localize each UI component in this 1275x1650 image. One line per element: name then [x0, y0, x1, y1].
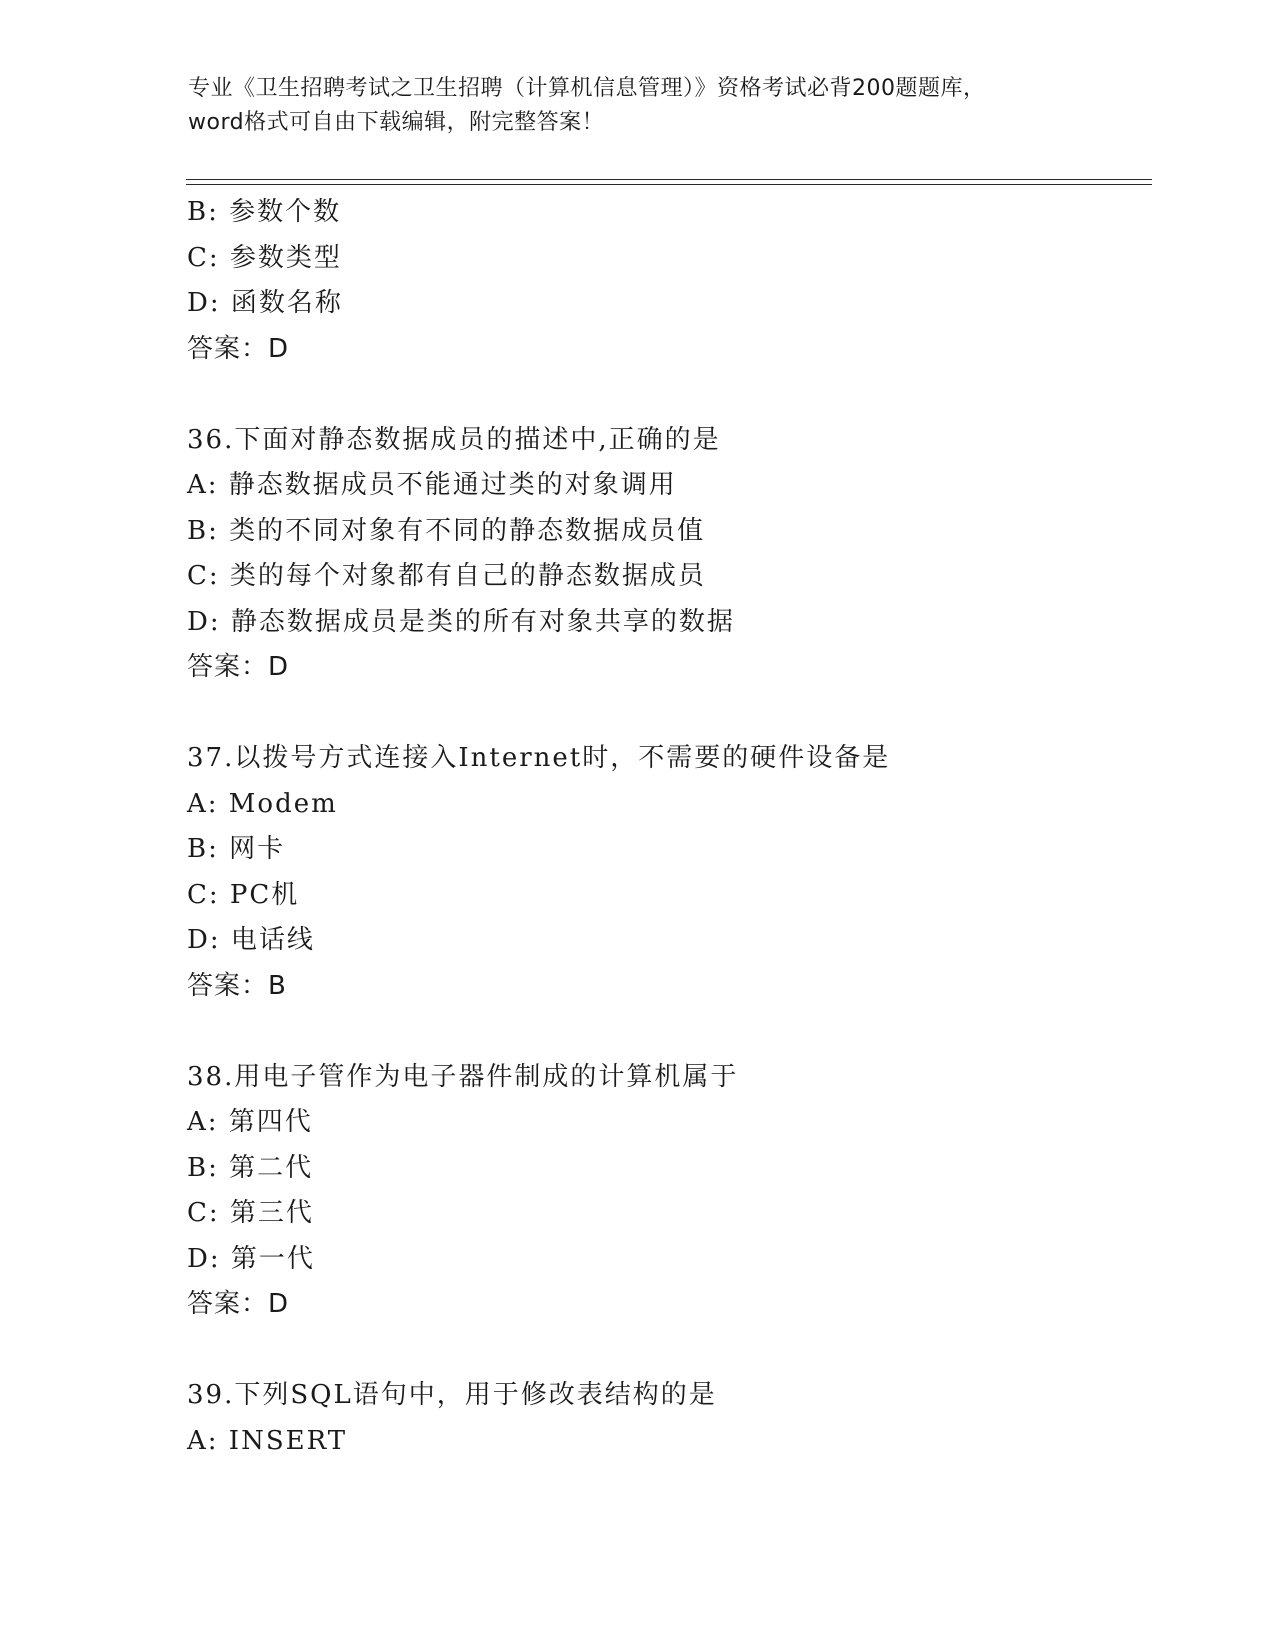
- option-a: A: 静态数据成员不能通过类的对象调用: [187, 470, 677, 500]
- question-stem: 36.下面对静态数据成员的描述中,正确的是: [187, 424, 721, 455]
- option-c: C: PC机: [187, 879, 300, 910]
- answer-line: 答案：D: [187, 333, 290, 364]
- option-c: C: 参数类型: [187, 242, 342, 273]
- answer-line: 答案：D: [187, 652, 290, 682]
- question-stem: 37.以拨号方式连接入Internet时，不需要的硬件设备是: [187, 743, 891, 773]
- spacer: [187, 691, 1147, 737]
- question-38: [187, 1055, 1147, 1328]
- option-b: B: 第二代: [187, 1152, 314, 1183]
- header-line-2: word格式可自由下载编辑，附完整答案！: [188, 110, 605, 135]
- option-a: A: 第四代: [187, 1107, 313, 1137]
- option-d: D: 函数名称: [187, 288, 343, 318]
- question-list: [187, 190, 1147, 1464]
- option-d: D: 静态数据成员是类的所有对象共享的数据: [187, 606, 735, 637]
- option-a: A: Modem: [187, 788, 338, 819]
- header-divider: [186, 179, 1152, 185]
- option-c: C: 类的每个对象都有自己的静态数据成员: [187, 561, 706, 591]
- document-header: [188, 72, 1088, 140]
- spacer: [187, 1328, 1147, 1374]
- question-35-carryover: [187, 190, 1147, 372]
- spacer: [187, 1009, 1147, 1055]
- answer-line: 答案：B: [187, 970, 287, 1001]
- option-b: B: 类的不同对象有不同的静态数据成员值: [187, 515, 706, 546]
- question-37: [187, 736, 1147, 1009]
- question-39: [187, 1373, 1147, 1464]
- question-36: [187, 418, 1147, 691]
- question-stem: 38.用电子管作为电子器件制成的计算机属于: [187, 1061, 739, 1092]
- option-a: A: INSERT: [187, 1425, 348, 1456]
- option-b: B: 网卡: [187, 834, 286, 864]
- question-stem: 39.下列SQL语句中，用于修改表结构的是: [187, 1380, 717, 1410]
- option-c: C: 第三代: [187, 1198, 314, 1228]
- header-line-1: 专业《卫生招聘考试之卫生招聘（计算机信息管理）》资格考试必背200题题库，: [188, 76, 986, 101]
- option-b: B: 参数个数: [187, 197, 342, 227]
- answer-line: 答案：D: [187, 1289, 290, 1319]
- option-d: D: 电话线: [187, 925, 315, 955]
- option-d: D: 第一代: [187, 1243, 315, 1274]
- spacer: [187, 372, 1147, 418]
